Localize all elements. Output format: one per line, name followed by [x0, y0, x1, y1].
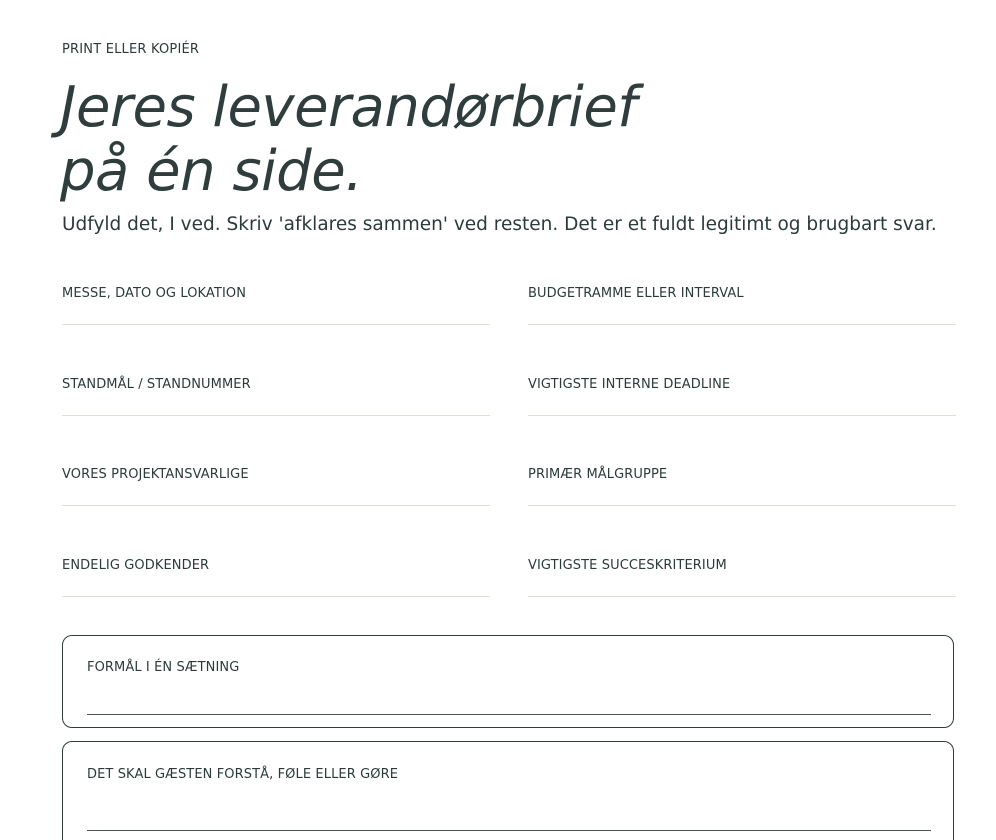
field-label: STANDMÅL / STANDNUMMER — [62, 377, 251, 392]
field-input-line[interactable] — [62, 505, 490, 506]
field-label: PRIMÆR MÅLGRUPPE — [528, 467, 668, 482]
box-label: DET SKAL GÆSTEN FORSTÅ, FØLE ELLER GØRE — [87, 767, 399, 782]
page-title-line-1: Jeres leverandørbrief — [60, 75, 637, 140]
field-label: MESSE, DATO OG LOKATION — [62, 286, 247, 301]
eyebrow-label: PRINT ELLER KOPIÉR — [62, 42, 200, 57]
field-input-line[interactable] — [528, 415, 956, 416]
field-label: VORES PROJEKTANSVARLIGE — [62, 467, 249, 482]
box-formaal[interactable] — [62, 635, 954, 728]
field-input-line[interactable] — [528, 596, 956, 597]
box-input-line[interactable] — [87, 714, 931, 715]
field-label: BUDGETRAMME ELLER INTERVAL — [528, 286, 744, 301]
field-input-line[interactable] — [528, 324, 956, 325]
field-intern-deadline[interactable] — [528, 377, 956, 392]
box-label: FORMÅL I ÉN SÆTNING — [87, 660, 240, 675]
box-gaest-forstaa[interactable] — [62, 741, 954, 840]
field-succeskriterium[interactable] — [528, 558, 956, 573]
field-input-line[interactable] — [62, 415, 490, 416]
field-input-line[interactable] — [62, 324, 490, 325]
field-input-line[interactable] — [528, 505, 956, 506]
field-godkender[interactable] — [62, 558, 490, 573]
field-standmaal[interactable] — [62, 377, 490, 392]
intro-text: Udfyld det, I ved. Skriv 'afklares sammen' ved resten. Det er et fuldt legitimt og brugbart svar. — [62, 214, 937, 235]
field-label: VIGTIGSTE SUCCESKRITERIUM — [528, 558, 727, 573]
field-input-line[interactable] — [62, 596, 490, 597]
page-title-line-2: på én side. — [60, 139, 363, 204]
field-maalgruppe[interactable] — [528, 467, 956, 482]
box-input-line[interactable] — [87, 830, 931, 831]
page-title — [60, 76, 637, 204]
field-budgetramme[interactable] — [528, 286, 956, 301]
field-label: ENDELIG GODKENDER — [62, 558, 210, 573]
field-projektansvarlige[interactable] — [62, 467, 490, 482]
field-label: VIGTIGSTE INTERNE DEADLINE — [528, 377, 731, 392]
field-messe-dato-lokation[interactable] — [62, 286, 490, 301]
